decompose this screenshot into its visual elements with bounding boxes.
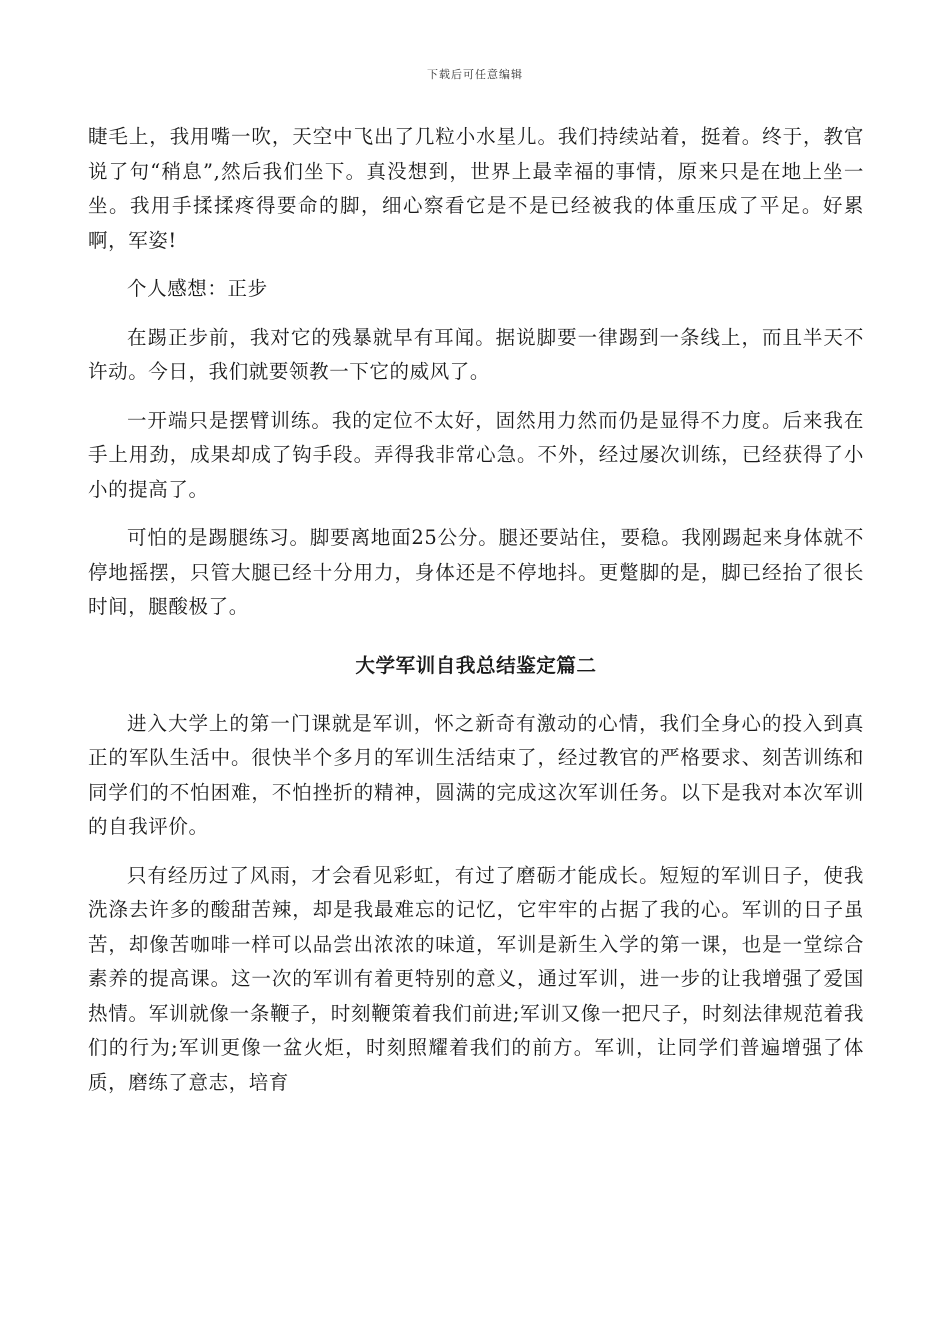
paragraph: 一开端只是摆臂训练。我的定位不太好，固然用力然而仍是显得不力度。后来我在手上用劲，成果却成了钩手段。弄得我非常心急。不外，经过屡次训练，已经获得了小小的提高了。 xyxy=(88,408,864,501)
document-body xyxy=(88,120,864,1114)
paragraph: 可怕的是踢腿练习。脚要离地面25公分。腿还要站住，要稳。我刚踢起来身体就不停地摇摆，只管大腿已经十分用力，身体还是不停地抖。更蹩脚的是，脚已经抬了很长时间，腿酸极了。 xyxy=(88,526,864,618)
paragraph: 只有经历过了风雨，才会看见彩虹，有过了磨砺才能成长。短短的军训日子，使我洗涤去许多的酸甜苦辣，却是我最难忘的记忆，它牢牢的占据了我的心。军训的日子虽苦，却像苦咖啡一样可以品尝出浓浓的味道，军训是新生入学的第一课，也是一堂综合素养的提高课。这一次的军训有着更特别的意义，通过军训，进一步的让我增强了爱国热情。军训就像一条鞭子，时刻鞭策着我们前进;军训又像一把尺子，时刻法律规范着我们的行为;军训更像一盆火炬，时刻照耀着我们的前方。军训，让同学们普遍增强了体质，磨练了意志，培育 xyxy=(88,863,864,1094)
paragraph-continued: 睫毛上，我用嘴一吹，天空中飞出了几粒小水星儿。我们持续站着，挺着。终于，教官说了句“稍息”,然后我们坐下。真没想到，世界上最幸福的事情，原来只是在地上坐一坐。我用手揉揉疼得要命的脚，细心察看它是不是已经被我的体重压成了平足。好累啊，军姿! xyxy=(88,125,864,252)
paragraph-subtitle-zhengbu: 个人感想：正步 xyxy=(127,277,268,300)
page-header: 下载后可任意编辑 xyxy=(427,68,523,81)
paragraph: 在踢正步前，我对它的残暴就早有耳闻。据说脚要一律踢到一条线上，而且半天不许动。今日，我们就要领教一下它的威风了。 xyxy=(88,325,864,383)
paragraph: 进入大学上的第一门课就是军训，怀之新奇有激动的心情，我们全身心的投入到真正的军队生活中。很快半个多月的军训生活结束了，经过教官的严格要求、刻苦训练和同学们的不怕困难，不怕挫折的精神，圆满的完成这次军训任务。以下是我对本次军训的自我评价。 xyxy=(88,711,864,838)
section-heading: 大学军训自我总结鉴定篇二 xyxy=(355,653,597,677)
